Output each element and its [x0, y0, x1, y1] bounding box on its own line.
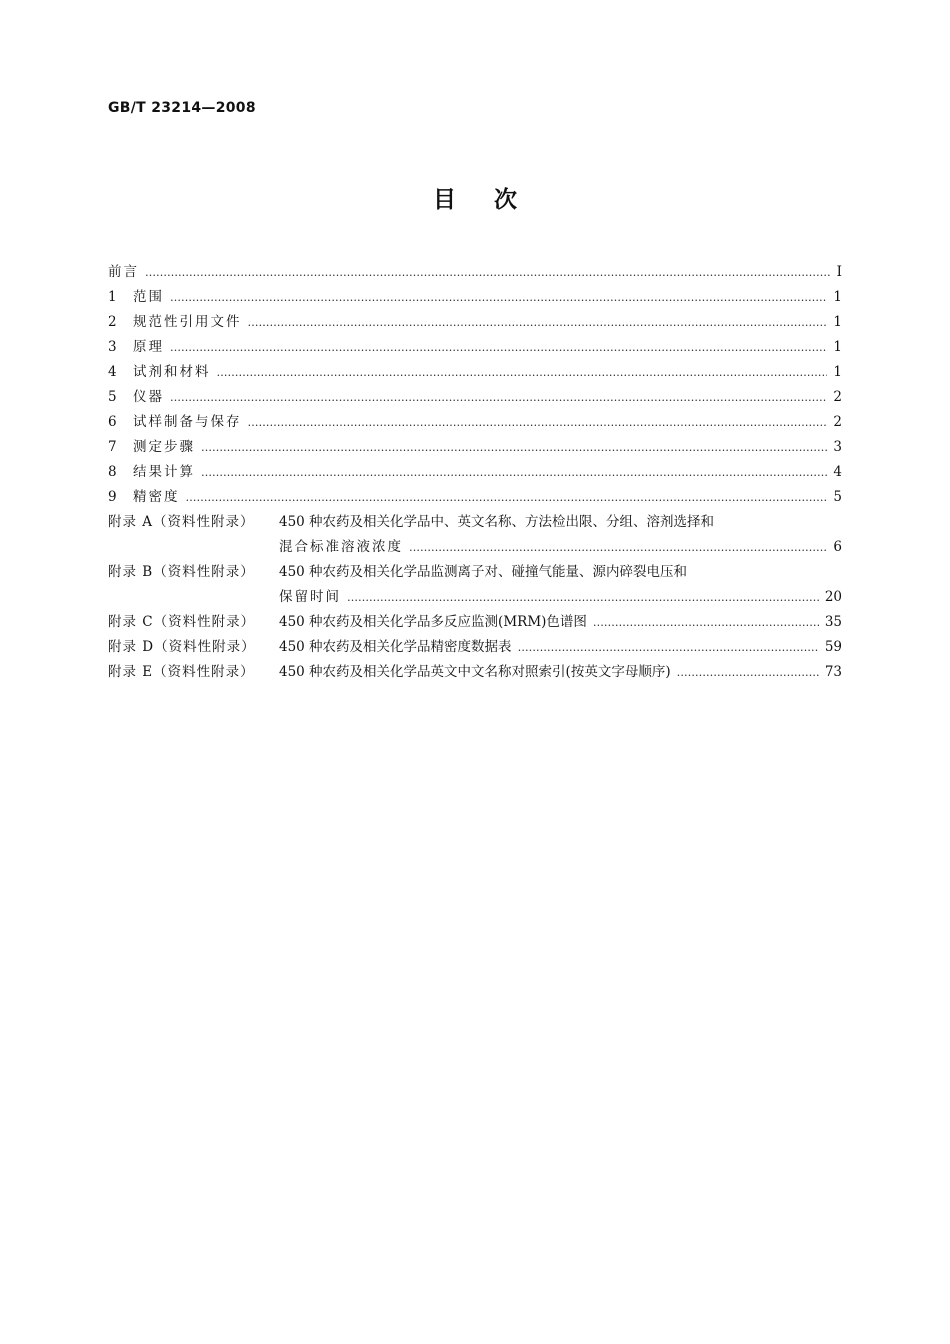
appendix-title: 450 种农药及相关化学品英文中文名称对照索引(按英文字母顺序): [279, 664, 671, 680]
toc-entry[interactable]: [108, 360, 842, 385]
toc-entry-appendix-b[interactable]: [108, 560, 842, 585]
toc-page: 1: [833, 289, 842, 305]
toc-entry-appendix-a[interactable]: [108, 510, 842, 535]
toc-number: 3: [108, 339, 117, 355]
appendix-prefix: 附录 C（资料性附录）: [108, 614, 256, 630]
leader-dots: [248, 310, 828, 335]
leader-dots: [217, 360, 828, 385]
toc-entry-appendix-d[interactable]: [108, 635, 842, 660]
appendix-title-line1: 450 种农药及相关化学品中、英文名称、方法检出限、分组、溶剂选择和: [279, 514, 715, 530]
appendix-prefix: 附录 B（资料性附录）: [108, 564, 255, 580]
toc-page: 2: [833, 389, 842, 405]
toc-page: 1: [833, 314, 842, 330]
appendix-prefix: 附录 A（资料性附录）: [108, 514, 255, 530]
toc-label: 测定步骤: [133, 439, 195, 455]
page-title: 目次: [433, 187, 555, 213]
toc-number: 2: [108, 314, 117, 330]
leader-dots: [593, 610, 819, 635]
toc-entry[interactable]: [108, 285, 842, 310]
leader-dots: [248, 410, 828, 435]
leader-dots: [145, 260, 831, 285]
toc-entry[interactable]: [108, 310, 842, 335]
appendix-title: 450 种农药及相关化学品多反应监测(MRM)色谱图: [279, 614, 587, 630]
appendix-prefix: 附录 D（资料性附录）: [108, 639, 256, 655]
toc-entry-appendix-b-cont[interactable]: [108, 585, 842, 610]
appendix-title-line1: 450 种农药及相关化学品监测离子对、碰撞气能量、源内碎裂电压和: [279, 564, 688, 580]
toc-page: 6: [833, 539, 842, 555]
toc-label: 原理: [133, 339, 164, 355]
toc-number: 4: [108, 364, 117, 380]
toc-entry[interactable]: [108, 485, 842, 510]
leader-dots: [518, 635, 819, 660]
appendix-title-line2: 保留时间: [279, 589, 341, 605]
toc-entry[interactable]: [108, 385, 842, 410]
leader-dots: [677, 660, 819, 685]
standard-code: GB/T 23214—2008: [108, 100, 256, 116]
toc-number: 1: [108, 289, 117, 305]
toc-page: 2: [833, 414, 842, 430]
toc-number: 8: [108, 464, 117, 480]
toc-entry-foreword[interactable]: [108, 260, 842, 285]
toc-number: 6: [108, 414, 117, 430]
toc-label: 范围: [133, 289, 164, 305]
toc-number: 9: [108, 489, 117, 505]
toc-label: 仪器: [133, 389, 164, 405]
toc-page: 1: [833, 339, 842, 355]
leader-dots: [201, 435, 827, 460]
toc-page: 1: [833, 364, 842, 380]
toc-page: 4: [833, 464, 842, 480]
leader-dots: [170, 335, 827, 360]
toc-label: 结果计算: [133, 464, 195, 480]
toc-page: 5: [833, 489, 842, 505]
toc-number: 7: [108, 439, 117, 455]
toc-label: 规范性引用文件: [133, 314, 242, 330]
leader-dots: [201, 460, 827, 485]
toc-label: 试样制备与保存: [133, 414, 242, 430]
leader-dots: [170, 385, 827, 410]
toc-page: 3: [833, 439, 842, 455]
toc-page: Ⅰ: [836, 264, 842, 280]
toc-number: 5: [108, 389, 117, 405]
toc-page: 35: [824, 614, 842, 630]
appendix-title-line2: 混合标准溶液浓度: [279, 539, 403, 555]
leader-dots: [186, 485, 828, 510]
toc-label: 试剂和材料: [133, 364, 211, 380]
toc-page: 20: [824, 589, 842, 605]
table-of-contents: [108, 260, 842, 685]
leader-dots: [347, 585, 819, 610]
toc-label: 精密度: [133, 489, 180, 505]
toc-page: 59: [824, 639, 842, 655]
toc-entry[interactable]: [108, 460, 842, 485]
leader-dots: [170, 285, 827, 310]
toc-label: 前言: [108, 264, 139, 280]
toc-entry[interactable]: [108, 410, 842, 435]
toc-entry-appendix-a-cont[interactable]: [108, 535, 842, 560]
toc-entry[interactable]: [108, 335, 842, 360]
toc-entry[interactable]: [108, 435, 842, 460]
leader-dots: [409, 535, 827, 560]
appendix-prefix: 附录 E（资料性附录）: [108, 664, 255, 680]
toc-page: 73: [824, 664, 842, 680]
appendix-title: 450 种农药及相关化学品精密度数据表: [279, 639, 512, 655]
toc-entry-appendix-e[interactable]: [108, 660, 842, 685]
toc-entry-appendix-c[interactable]: [108, 610, 842, 635]
